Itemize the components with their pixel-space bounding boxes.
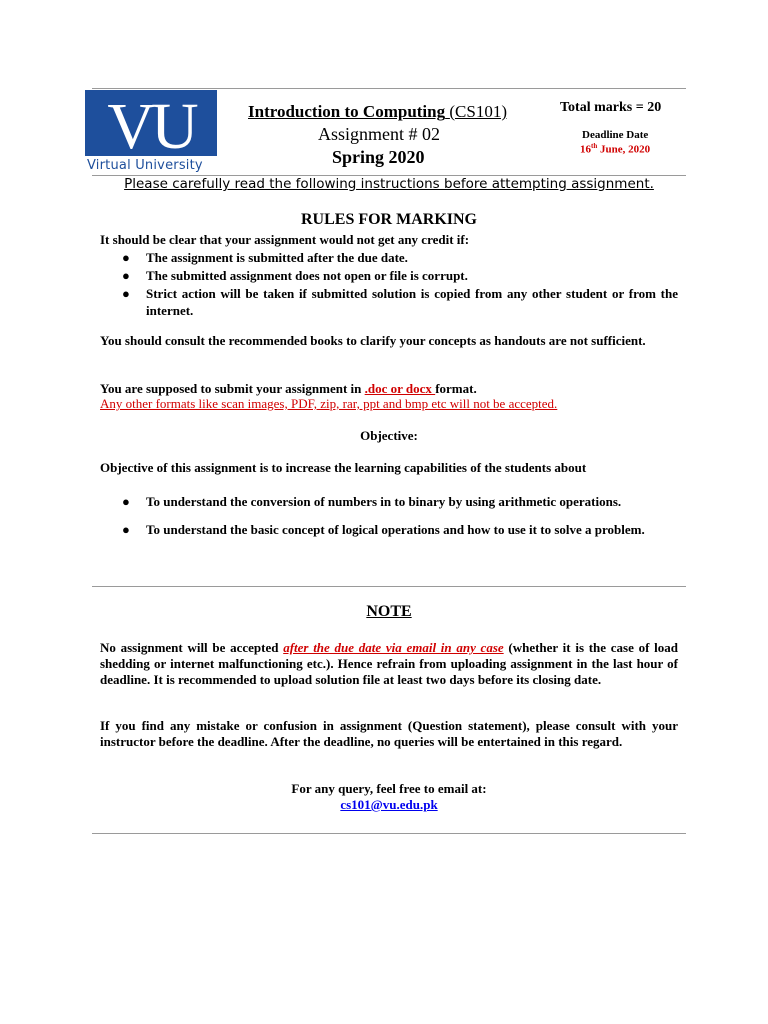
note-paragraph-2: If you find any mistake or confusion in assignment (Question statement), please consult with your instructor before the deadline. After the deadline, no queries will be entertained in this regard.	[100, 718, 678, 749]
assignment-number: Assignment # 02	[318, 124, 441, 144]
logo-caption: Virtual University	[87, 158, 203, 173]
bullet-dot: ●	[122, 250, 130, 265]
query-line: For any query, feel free to email at:	[291, 781, 487, 796]
course-title	[248, 102, 507, 122]
objective-heading: Objective:	[360, 428, 418, 443]
format-highlight: .doc or docx	[364, 381, 436, 396]
objective-bullet-text: To understand the conversion of numbers in to binary by using arithmetic operations.	[146, 494, 622, 509]
consult-paragraph: You should consult the recommended books to clarify your concepts as handouts are not sufficient.	[100, 333, 646, 348]
format-warning: Any other formats like scan images, PDF, zip, rar, ppt and bmp etc will not be accepted.	[100, 396, 558, 411]
email-line	[100, 797, 678, 813]
semester: Spring 2020	[332, 147, 425, 167]
rules-bullet-3	[100, 285, 678, 319]
due-date-warning: after the due date via email in any case	[283, 640, 504, 655]
rules-heading: RULES FOR MARKING	[300, 211, 477, 228]
bottom-divider	[92, 833, 686, 834]
note-heading: NOTE	[366, 603, 412, 620]
deadline-label: Deadline Date	[582, 129, 649, 141]
bullet-dot: ●	[122, 286, 130, 301]
note-paragraph-1: No assignment will be accepted after the due date via email in any case (whether it is the case of load shedding or internet malfunctioning etc.). Hence refrain from uploading assignment in the last hour of deadline. It is recommended to upload solution file at least two days before its closing date.	[100, 640, 678, 687]
bullet-dot: ●	[122, 268, 130, 283]
course-title-text: Introduction to Computing	[248, 102, 446, 121]
bullet-dot: ●	[122, 522, 130, 537]
deadline-date: 16th June, 2020	[580, 142, 651, 156]
logo-letters: VU	[107, 90, 195, 163]
course-code: (CS101)	[449, 102, 507, 121]
rules-bullet-text: The submitted assignment does not open or file is corrupt.	[146, 268, 468, 283]
instructions-banner: Please carefully read the following instructions before attempting assignment.	[124, 176, 654, 192]
objective-bullet-2	[100, 518, 678, 564]
rules-bullet-1	[100, 249, 678, 266]
objective-intro: Objective of this assignment is to increase the learning capabilities of the students about	[100, 460, 587, 475]
bullet-dot: ●	[122, 494, 130, 509]
total-marks: Total marks = 20	[560, 100, 662, 115]
rules-bullet-text: Strict action will be taken if submitted solution is copied from any other student or from the internet.	[146, 286, 678, 318]
rules-intro: It should be clear that your assignment would not get any credit if:	[100, 232, 470, 247]
email-link[interactable]: cs101@vu.edu.pk	[340, 797, 438, 812]
objective-bullet-1	[100, 493, 678, 513]
top-divider	[92, 88, 686, 89]
objective-bullet-text: To understand the basic concept of logical operations and how to use it to solve a problem.	[146, 522, 645, 537]
format-paragraph: You are supposed to submit your assignment in .doc or docx format.	[100, 381, 477, 396]
rules-bullet-text: The assignment is submitted after the due date.	[146, 250, 408, 265]
section-divider	[92, 586, 686, 587]
rules-bullet-2	[100, 267, 678, 284]
